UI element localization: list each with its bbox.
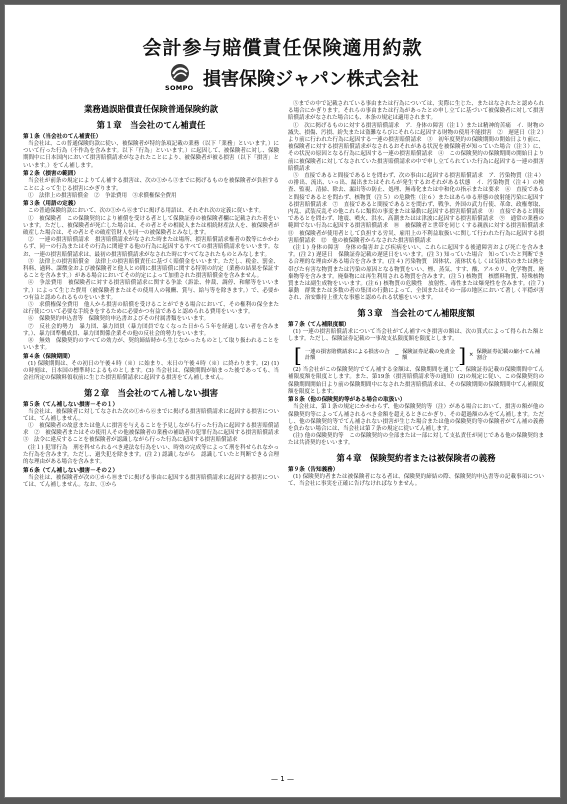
company-name: 損害保険ジャパン株式会社 bbox=[203, 69, 419, 90]
article-list: ③ 法律上の損害賠償金 法律上の損害賠償責任に基づく賠償金をいいます。ただし、税金、罰金、科料、過料、課徴金および被保険者と他人との間に損害賠償に関する特別の約定（業務の結果を保証することを含みます。）がある場合においてその約定によって加重された損害賠償金を含みません。 bbox=[23, 258, 279, 280]
article-heading: 第１条（当会社のてん補責任） bbox=[23, 134, 102, 140]
article-heading: 第７条（てん補限度額） bbox=[288, 321, 350, 328]
chapter-heading: 第２章 当会社のてん補しない損害 bbox=[84, 387, 218, 398]
article-list: ⑧ 無効 保険契約のすべての効力が、契約締結時から生じなかったものとして取り扱われることをいいます。 bbox=[23, 338, 279, 352]
article-heading: 第２条（損害の範囲） bbox=[23, 171, 79, 178]
body-columns bbox=[23, 101, 550, 766]
formula-term-loss: 一連の損害賠償請求による損害の合計額 bbox=[304, 348, 390, 362]
page-title: 会計参与賠償責任保険適用約款 bbox=[142, 37, 423, 59]
article-list: ① 法律上の損害賠償金 ② 争訟費用 ③求償権保全費用 bbox=[28, 192, 177, 199]
article-text: 当会社は、第１条の規定にかかわらず、他の保険契約等（注）がある場合において、損害の額が他の保険契約等によってん補されるべき金額を超えるときにかぎり、その超過額のみをてん補します。ただし、他の保険契約等でてん補されない損害が生じた場合または他の保険契約等の保険者がてん補の義務を負わない場合には、当会社は第７条の規定に従いてん補します。 bbox=[288, 404, 544, 433]
logo-text: SOMPO bbox=[165, 84, 194, 92]
article-list: ② 一連の損害賠償請求 損害賠償請求がなされた時または場所、損害賠償請求権者の数等にかかわらず、同一の行為またはその行為に関連する他の行為に起因するすべての損害賠償請求をいいます。なお、一連の損害賠償請求は、最初の損害賠償請求がなされた時にすべてなされたものとみなします。 bbox=[23, 237, 279, 258]
article-text: 当会社は、この普通保険約款に従い、被保険者が特約条項記載の業務（以下「業務」といいます。）について行った行為（不作為を含みます。以下「行為」といいます。）に起因して、被保険者に対し、保険期間中に日本国内において損害賠償請求がなされたことにより、被保険者が被る損害（以下「損害」といいます。）をてん補します。 bbox=[23, 141, 279, 169]
payment-formula: [ 一連の損害賠償請求による損害の合計額 − 保険証券記載の免責金額 ] × 保険証券記載の縮小てん補割合 bbox=[294, 345, 544, 365]
formula-term-ratio: 保険証券記載の縮小てん補割合 bbox=[476, 348, 541, 362]
sompo-logo bbox=[165, 63, 199, 93]
right-column bbox=[288, 101, 550, 766]
article-list: ④ 争訟費用 被保険者に対する損害賠償請求に関する争訟（訴訟、仲裁、調停、和解等をいいます。）によって生じた費用（被保険者またはその使用人の報酬、賞与、給与等を除きます。）で、必要かつ有益と認められるものをいいます。 bbox=[23, 280, 279, 301]
article-heading: 第８条（他の保険契約等がある場合の取扱い） bbox=[288, 397, 406, 404]
article-heading: 第５条（てん補しない損害－その１） bbox=[23, 401, 119, 408]
article-list: ⑤ 直接であると間接であるとを問わず、次の事由に起因する損害賠償請求 ア．汚染物質（注４）の排出、流出、いっ出、漏出またはそれらが発生するおそれがある状態 イ．汚染物質（注４）の検査、監視、清掃、除去、漏出等の防止、処理、無毒化または中和化の指示または要求 ⑥ 直接であると間接であるとを問わず、核物質（注５）の危険性（注６）またはあらゆる形態の放射能汚染に起因する損害賠償請求 ⑦ 直接であると間接であるとを問わず、戦争、外国の武力行使、革命、政権奪取、内乱、武装反乱その他これらに類似の事変または暴動に起因する損害賠償請求 ⑧ 直接であると間接であるとを問わず、地震、噴火、洪水、高潮またはは津波に起因する損害賠償請求 ⑨ 通常の業務の範囲でない行為に起因する損害賠償請求 ⑩ 被保険者と世帯を同じくする親族に対する損害賠償請求 ⑪ 被保険者が使用者として負担する労災、雇用上の不利益取扱いに関して行われた行為に起因する損害賠償請求 ⑫ 他の被保険者からなされた損害賠償請求 bbox=[288, 173, 550, 244]
article-list: ⑦ 反社会的勢力 暴力団、暴力団員（暴力団員でなくなった日から５年を経過しない者を含みます。）、暴力団準構成員、暴力団関係企業その他の反社会的勢力をいいます。 bbox=[23, 323, 279, 337]
article-text: 当会社は、被保険者に対してなされた次の①から⑥までに掲げる損害賠償請求に起因する損害については、てん補しません。 bbox=[23, 408, 279, 422]
article-text: (1) 一連の損害賠償請求について当会社がてん補すべき損害の額は、次の算式によって得られた額とします。ただし、保険証券記載の一事故支払限度額を限度とします。 bbox=[288, 328, 544, 342]
article-text: 当会社が前条の規定によりてん補する損害は、次の①から③までに掲げるものを被保険者が負担することによって生じる損害にかぎります。 bbox=[23, 178, 279, 192]
article-text: この普通保険約款において、次の①から⑥までに掲げる用語は、それぞれ次の定義に従います。 bbox=[28, 208, 264, 215]
article-list: ⑤ 求償権保全費用 他人から損害の賠償を受けることができる場合において、その権利の保全または行使について必要な手続きをするために必要かつ有益であると認められる費用をいいます。 bbox=[23, 302, 279, 316]
article-heading: 第３条（用語の定義） bbox=[23, 201, 79, 208]
article-heading: 第６条（てん補しない損害－その２） bbox=[23, 467, 119, 474]
article-notes: (注１) 犯罪行為 刑を科せられるべき違法な行為をいい、時効の完成等によって刑を科せられなかった行為を含みます。ただし、過失犯を除きます。(注２) 認識しながら 認識していたと判断できる合理的な理由がある場合を含みます。 bbox=[23, 444, 279, 466]
chapter-heading: 第４章 保険契約者または被保険者の義務 bbox=[336, 452, 496, 463]
left-column bbox=[23, 101, 285, 766]
article-text: 当会社は、被保険者が次の①から⑩までに掲げる事由に起因する損害賠償請求に起因する損害については、てん補しません。なお、①から bbox=[23, 474, 279, 488]
article-list: ① 次に掲げるものに対する損害賠償請求 ア．身体の障害（注１）または精神的苦痛 イ．財物の滅失、損傷、汚損、紛失または盗難ならびにそれらに起因する財物の使用不能損害 ② 遅延日（注２）より前に行われた行為に起因する一連の損害賠償請求 ③ 初年度契約の保険期間の開始日より前に、被保険者に対する損害賠償請求がなされるおそれがある状況を被保険者が知っていた場合（注３）に、その状況の原因となる行為に起因する一連の損害賠償請求 ④ この保険契約の保険期間の開始日より前に被保険者に対してなされていた損害賠償請求の中で申し立てられていた行為に起因する一連の損害賠償請求 bbox=[288, 122, 544, 172]
chapter-heading: 第３章 当会社のてん補限度額 bbox=[357, 307, 475, 318]
document-heading: 業務過誤賠償責任保険普通保険約款 bbox=[84, 104, 218, 114]
article-heading: 第９条（告知義務） bbox=[288, 466, 339, 473]
sompo-emblem-icon bbox=[169, 63, 191, 83]
article-notes: (注) 他の保険契約等 この保険契約の全部または一部に対して支払責任が同じである他の保険契約または共済契約をいいます。 bbox=[288, 433, 544, 447]
document-page bbox=[4, 4, 561, 798]
article-text: (1) 保険期間は、その初日の午後４時（※）に始まり、末日の午後４時（※）に終わります。(2) (1)の時刻は、日本国の標準時によるものとします。(3) 当会社は、保険期間が始まった後であっても、当会社所定の保険料領収前に生じた損害賠償請求に起因する損害をてん補しません。 bbox=[23, 360, 279, 382]
article-heading: 第４条（保険期間） bbox=[23, 353, 74, 360]
article-list: ⑥ 保険契約申込書等 保険契約申込書およびその付属書類をいいます。 bbox=[28, 316, 210, 323]
article-list: ① 被保険者の故意または他人に損害を与えることを予見しながら行った行為に起因する損害賠償請求 ② 被保険者またはその使用人その他被保険者の業務の補助者の犯罪行為に起因する損害賠償請求 ③ 法令に違反することを被保険者が認識しながら行った行為に起因する損害賠償請求 bbox=[23, 423, 285, 444]
formula-term-deductible: 保険証券記載の免責金額 bbox=[402, 348, 456, 362]
article-text: (2) 当会社がこの保険契約でてん補する金額は、保険期間を通じて、保険証券記載の保険期間中てん補限度額を限度とします。また、第19条（損害賠償請求等の通知）(2)の規定に従い、この保険契約の保険期間開始日より前の保険期間中になされた損害賠償請求は、その保険期間の保険期間中てん補限度額を限度とします。 bbox=[288, 367, 544, 395]
article-notes: (注１) 身体の障害 身体の傷害および疾病をいい、これらに起因する後遺障害および死亡を含みます。(注２) 遅延日 保険証券記載の遅延日をいいます。(注３) 知っていた場合 知っていたと判断できる合理的な理由がある場合を含みます。(注４) 汚染物質 固体状、液体状もしくは気体状のまたは熱を帯びた有害な物質または汚染の原因となる物質をいい、煙、蒸気、すす、酸、アルカリ、化学物質、廃棄物等を含みます。廃棄物には再生利用される物質を含みます。(注５) 核物質 核燃料物質、特殊核物質または副生成物をいいます。(注６) 核物質の危険性 放射性、毒性または爆発性を含みます。(注７) 暴動 群衆または多数の者の集団の行動によって、全国またはその一部の地区において著しく平穏が害され、治安維持上重大な事態と認められる状態をいいます。 bbox=[288, 245, 544, 302]
article-text: ⑤までの中で記載されている事由または行為については、実際に生じた、またはなされたと認められる場合にかぎります。それらの事由または行為があったとの申し立てに基づいて被保険者に対して損害賠償請求がなされた場合にも、本条の規定は適用されます。 bbox=[288, 101, 544, 122]
company-logo-row bbox=[165, 63, 419, 93]
chapter-heading: 第１章 当会社のてん補責任 bbox=[96, 120, 206, 130]
article-text: (1) 保険契約者または被保険者になる者は、保険契約締結の際、保険契約申込書等の記載事項について、当会社に事実を正確に告げなければなりません。 bbox=[288, 473, 544, 487]
article-list: ① 被保険者 この保険契約により補償を受ける者として保険証券の被保険者欄に記載された者をいいます。ただし、被保険者が死亡した場合は、その者とその相続人または相続財産法人を、被保険者が破産した場合は、その者とその破産管財人を同一の被保険者とみなします。 bbox=[23, 215, 279, 237]
page-number: — 1 — bbox=[271, 775, 294, 783]
